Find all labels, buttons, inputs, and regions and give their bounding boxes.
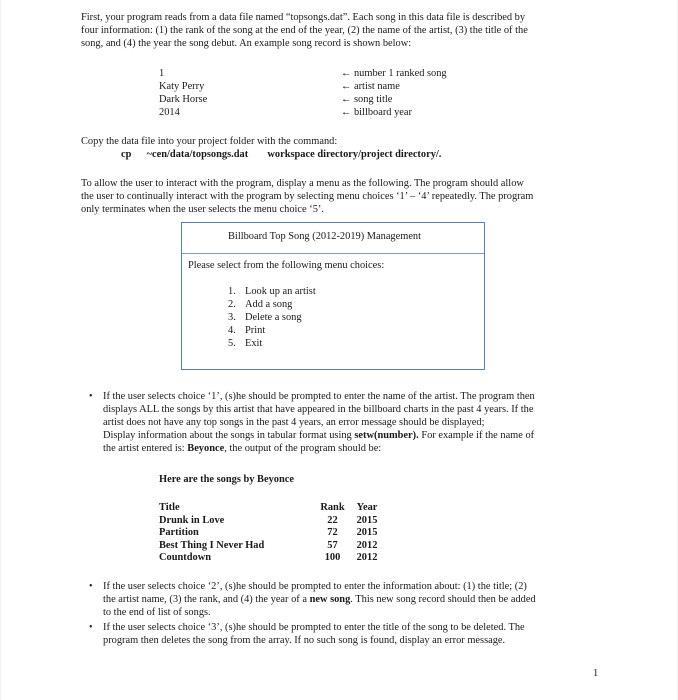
menu-intro-paragraph <box>81 178 533 217</box>
bullet-line: If the user selects choice ‘2’, (s)he should be prompted to enter the information about: (1) the title; (2) <box>103 581 527 592</box>
record-rank: 1 <box>159 68 165 79</box>
record-note-artist: ← artist name <box>341 81 400 92</box>
new-song-keyword: new song <box>309 593 351 605</box>
bullet-line <box>103 443 535 456</box>
table-cell: Partition <box>159 527 199 539</box>
menu-box <box>181 222 485 370</box>
intro-line: four information: (1) the rank of the song at the end of the year, (2) the name of the artist, (3) the title of the <box>81 24 528 36</box>
table-cell: 22 <box>327 514 338 526</box>
bullet-line <box>103 594 536 607</box>
copy-instruction: Copy the data file into your project folder with the command: <box>81 136 338 147</box>
menu-item-label: Delete a song <box>245 312 302 323</box>
table-cell: 57 <box>327 539 338 551</box>
record-title: Dark Horse <box>159 94 208 105</box>
bullet-marker: • <box>89 581 93 592</box>
page-number: 1 <box>593 668 599 679</box>
menu-intro-line: only terminates when the user selects the menu choice ‘5’. <box>81 203 324 215</box>
menu-item-label: Look up an artist <box>245 286 316 297</box>
menu-item-number: 3. <box>228 312 236 323</box>
menu-item-label: Add a song <box>245 299 293 310</box>
menu-prompt: Please select from the following menu choices: <box>188 260 385 271</box>
menu-item-number: 2. <box>228 299 236 310</box>
menu-item <box>228 285 316 298</box>
table-header-row <box>159 502 383 515</box>
bullet-marker: • <box>89 391 93 402</box>
table-cell: 2015 <box>356 527 378 539</box>
menu-item <box>228 337 316 350</box>
menu-title: Billboard Top Song (2012-2019) Management <box>228 231 422 242</box>
text-run: the artist entered is: <box>103 442 188 454</box>
menu-item-number: 5. <box>228 338 236 349</box>
table-cell: 100 <box>324 552 341 564</box>
menu-item-number: 4. <box>228 325 236 336</box>
table-row <box>159 527 383 540</box>
bullet-choice-3 <box>103 622 525 648</box>
intro-line: First, your program reads from a data file named “topsongs.dat”. Each song in this data file is described by <box>81 12 526 23</box>
bullet-marker: • <box>89 622 93 633</box>
table-cell: Drunk in Love <box>159 514 225 526</box>
text-run: , the output of the program should be: <box>224 442 382 454</box>
menu-list <box>228 285 316 350</box>
column-header: Title <box>159 502 180 513</box>
table-row <box>159 515 383 528</box>
table-cell: 2015 <box>356 514 378 526</box>
text-run: For example if the name of <box>418 429 535 441</box>
menu-item <box>228 298 316 311</box>
table-cell: 2012 <box>356 552 378 564</box>
bullet-line: displays ALL the songs by this artist that have appeared in the billboard charts in the past 4 years. If the <box>103 403 534 415</box>
artist-example: Beyonce <box>187 442 225 454</box>
record-year: 2014 <box>159 107 180 118</box>
text-run: the artist name, (3) the rank, and (4) the year of a <box>103 593 310 605</box>
bullet-choice-1 <box>103 391 535 456</box>
bullet-line: If the user selects choice ‘3’, (s)he should be prompted to enter the title of the song to be deleted. The <box>103 622 525 633</box>
text-run: Display information about the songs in tabular format using <box>103 429 355 441</box>
column-header: Year <box>356 502 378 513</box>
menu-item-label: Exit <box>245 338 263 349</box>
text-run: . This new song record should then be added <box>350 593 536 605</box>
menu-intro-line: To allow the user to interact with the program, display a menu as the following. The program should allow <box>81 178 524 189</box>
menu-item-number: 1. <box>228 286 236 297</box>
copy-command <box>121 149 441 162</box>
table-row <box>159 552 383 565</box>
setw-keyword: setw(number). <box>354 429 419 441</box>
record-note-year: ← billboard year <box>341 107 412 118</box>
intro-paragraph <box>81 12 528 51</box>
menu-item <box>228 324 316 337</box>
copy-command-dest: workspace directory/project directory/. <box>267 149 442 160</box>
menu-item-label: Print <box>245 325 266 336</box>
menu-intro-line: the user to continually interact with the program by selecting menu choices ‘1’ – ‘4’ repeatedly. The program <box>81 190 534 202</box>
bullet-line: If the user selects choice ‘1’, (s)he should be prompted to enter the name of the artist. The program then <box>103 391 535 402</box>
bullet-line: program then deletes the song from the array. If no such song is found, display an error message. <box>103 634 506 646</box>
bullet-line: artist does not have any top songs in the past 4 years, an error message should be displayed; <box>103 416 485 428</box>
table-cell: Best Thing I Never Had <box>159 539 265 551</box>
intro-line: song, and (4) the year the song debut. An example song record is shown below: <box>81 37 412 49</box>
output-heading: Here are the songs by Beyonce <box>159 474 294 485</box>
bullet-line <box>103 430 535 443</box>
menu-divider <box>182 253 484 254</box>
table-cell: 2012 <box>356 539 378 551</box>
songs-table <box>159 502 383 565</box>
record-note-title: ← song title <box>341 94 393 105</box>
bullet-choice-2 <box>103 581 536 620</box>
table-row <box>159 540 383 553</box>
copy-command-source: ~cen/data/topsongs.dat <box>146 149 249 160</box>
document-page <box>1 0 677 700</box>
bullet-line: to the end of list of songs. <box>103 606 211 618</box>
column-header: Rank <box>320 502 345 513</box>
record-note-rank: ← number 1 ranked song <box>341 68 447 79</box>
record-artist: Katy Perry <box>159 81 205 92</box>
copy-command-cp: cp <box>121 149 132 160</box>
menu-item <box>228 311 316 324</box>
table-cell: Countdown <box>159 552 211 564</box>
table-cell: 72 <box>327 527 338 539</box>
